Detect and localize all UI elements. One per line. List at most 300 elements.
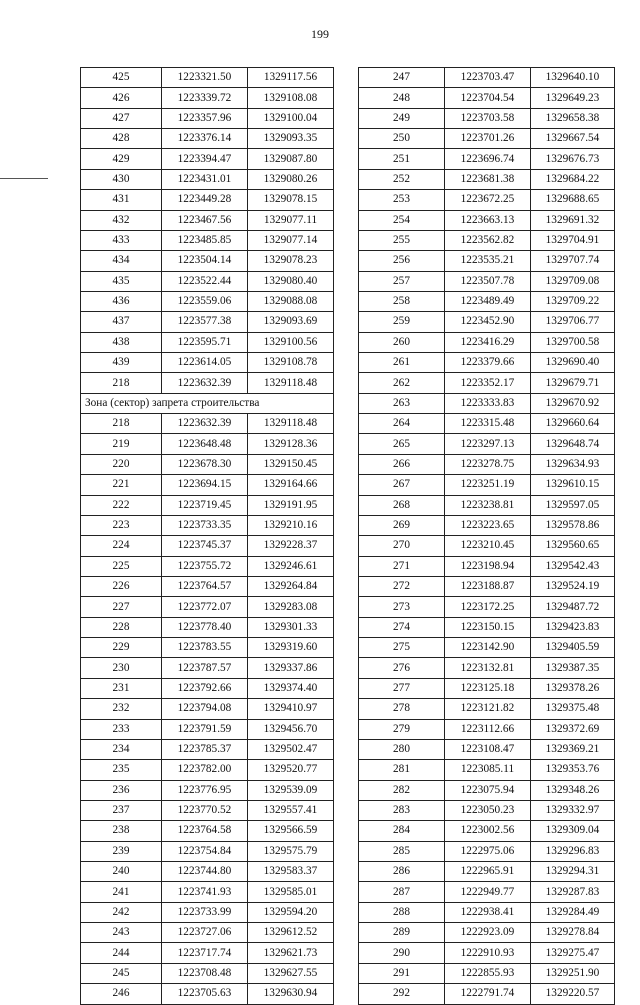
point-number-cell: 230 bbox=[81, 658, 162, 678]
y-coordinate-cell: 1329348.26 bbox=[531, 780, 615, 800]
point-number-cell: 273 bbox=[359, 597, 445, 617]
table-row bbox=[81, 230, 334, 250]
table-row bbox=[359, 434, 615, 454]
table-row bbox=[359, 495, 615, 515]
x-coordinate-cell: 1223251.19 bbox=[445, 475, 531, 495]
x-coordinate-cell: 1223595.71 bbox=[162, 332, 248, 352]
point-number-cell: 226 bbox=[81, 576, 162, 596]
point-number-cell: 259 bbox=[359, 312, 445, 332]
y-coordinate-cell: 1329296.83 bbox=[531, 841, 615, 861]
y-coordinate-cell: 1329575.79 bbox=[248, 841, 334, 861]
table-row bbox=[81, 312, 334, 332]
table-row bbox=[359, 88, 615, 108]
y-coordinate-cell: 1329456.70 bbox=[248, 719, 334, 739]
y-coordinate-cell: 1329374.40 bbox=[248, 678, 334, 698]
x-coordinate-cell: 1223489.49 bbox=[445, 291, 531, 311]
y-coordinate-cell: 1329679.71 bbox=[531, 373, 615, 393]
x-coordinate-cell: 1222855.93 bbox=[445, 963, 531, 983]
point-number-cell: 246 bbox=[81, 984, 162, 1004]
point-number-cell: 280 bbox=[359, 739, 445, 759]
table-row bbox=[81, 68, 334, 88]
table-row bbox=[359, 780, 615, 800]
table-row bbox=[81, 658, 334, 678]
point-number-cell: 263 bbox=[359, 393, 445, 413]
x-coordinate-cell: 1222975.06 bbox=[445, 841, 531, 861]
y-coordinate-cell: 1329640.10 bbox=[531, 68, 615, 88]
y-coordinate-cell: 1329337.86 bbox=[248, 658, 334, 678]
table-row bbox=[81, 373, 334, 393]
table-row bbox=[359, 862, 615, 882]
x-coordinate-cell: 1222910.93 bbox=[445, 943, 531, 963]
table-row bbox=[359, 760, 615, 780]
table-row bbox=[81, 576, 334, 596]
x-coordinate-cell: 1223632.39 bbox=[162, 373, 248, 393]
table-row bbox=[81, 780, 334, 800]
table-row bbox=[81, 923, 334, 943]
table-row bbox=[359, 373, 615, 393]
x-coordinate-cell: 1223125.18 bbox=[445, 678, 531, 698]
point-number-cell: 256 bbox=[359, 251, 445, 271]
x-coordinate-cell: 1222791.74 bbox=[445, 984, 531, 1004]
table-row bbox=[359, 882, 615, 902]
point-number-cell: 224 bbox=[81, 536, 162, 556]
point-number-cell: 260 bbox=[359, 332, 445, 352]
y-coordinate-cell: 1329524.19 bbox=[531, 576, 615, 596]
y-coordinate-cell: 1329275.47 bbox=[531, 943, 615, 963]
point-number-cell: 257 bbox=[359, 271, 445, 291]
y-coordinate-cell: 1329283.08 bbox=[248, 597, 334, 617]
table-row bbox=[81, 902, 334, 922]
table-row bbox=[81, 699, 334, 719]
x-coordinate-cell: 1223333.83 bbox=[445, 393, 531, 413]
x-coordinate-cell: 1223172.25 bbox=[445, 597, 531, 617]
x-coordinate-cell: 1223794.08 bbox=[162, 699, 248, 719]
x-coordinate-cell: 1223075.94 bbox=[445, 780, 531, 800]
point-number-cell: 231 bbox=[81, 678, 162, 698]
table-row bbox=[359, 658, 615, 678]
table-row bbox=[359, 129, 615, 149]
point-number-cell: 229 bbox=[81, 638, 162, 658]
point-number-cell: 264 bbox=[359, 414, 445, 434]
point-number-cell: 223 bbox=[81, 515, 162, 535]
table-row bbox=[81, 251, 334, 271]
table-row bbox=[359, 536, 615, 556]
zone-caption: Зона (сектор) запрета строительства bbox=[81, 393, 334, 413]
x-coordinate-cell: 1223210.45 bbox=[445, 536, 531, 556]
y-coordinate-cell: 1329118.48 bbox=[248, 373, 334, 393]
y-coordinate-cell: 1329566.59 bbox=[248, 821, 334, 841]
point-number-cell: 279 bbox=[359, 719, 445, 739]
point-number-cell: 439 bbox=[81, 353, 162, 373]
x-coordinate-cell: 1223754.84 bbox=[162, 841, 248, 861]
y-coordinate-cell: 1329557.41 bbox=[248, 800, 334, 820]
table-row bbox=[81, 515, 334, 535]
x-coordinate-cell: 1223188.87 bbox=[445, 576, 531, 596]
x-coordinate-cell: 1223632.39 bbox=[162, 414, 248, 434]
x-coordinate-cell: 1223223.65 bbox=[445, 515, 531, 535]
y-coordinate-cell: 1329294.31 bbox=[531, 862, 615, 882]
table-row bbox=[81, 210, 334, 230]
table-row bbox=[81, 495, 334, 515]
y-coordinate-cell: 1329676.73 bbox=[531, 149, 615, 169]
y-coordinate-cell: 1329423.83 bbox=[531, 617, 615, 637]
table-row bbox=[81, 169, 334, 189]
point-number-cell: 243 bbox=[81, 923, 162, 943]
point-number-cell: 434 bbox=[81, 251, 162, 271]
x-coordinate-cell: 1223559.06 bbox=[162, 291, 248, 311]
point-number-cell: 289 bbox=[359, 923, 445, 943]
page-number: 199 bbox=[311, 27, 329, 41]
point-number-cell: 270 bbox=[359, 536, 445, 556]
coordinates-table-right bbox=[358, 67, 615, 1005]
point-number-cell: 433 bbox=[81, 230, 162, 250]
y-coordinate-cell: 1329078.23 bbox=[248, 251, 334, 271]
y-coordinate-cell: 1329301.33 bbox=[248, 617, 334, 637]
table-row bbox=[359, 108, 615, 128]
y-coordinate-cell: 1329088.08 bbox=[248, 291, 334, 311]
y-coordinate-cell: 1329077.14 bbox=[248, 230, 334, 250]
point-number-cell: 275 bbox=[359, 638, 445, 658]
x-coordinate-cell: 1223142.90 bbox=[445, 638, 531, 658]
y-coordinate-cell: 1329118.48 bbox=[248, 414, 334, 434]
x-coordinate-cell: 1223703.47 bbox=[445, 68, 531, 88]
x-coordinate-cell: 1223717.74 bbox=[162, 943, 248, 963]
y-coordinate-cell: 1329353.76 bbox=[531, 760, 615, 780]
y-coordinate-cell: 1329627.55 bbox=[248, 963, 334, 983]
point-number-cell: 265 bbox=[359, 434, 445, 454]
point-number-cell: 228 bbox=[81, 617, 162, 637]
point-number-cell: 425 bbox=[81, 68, 162, 88]
point-number-cell: 218 bbox=[81, 414, 162, 434]
point-number-cell: 255 bbox=[359, 230, 445, 250]
y-coordinate-cell: 1329691.32 bbox=[531, 210, 615, 230]
y-coordinate-cell: 1329660.64 bbox=[531, 414, 615, 434]
y-coordinate-cell: 1329087.80 bbox=[248, 149, 334, 169]
y-coordinate-cell: 1329080.26 bbox=[248, 169, 334, 189]
point-number-cell: 242 bbox=[81, 902, 162, 922]
point-number-cell: 237 bbox=[81, 800, 162, 820]
point-number-cell: 233 bbox=[81, 719, 162, 739]
table-row bbox=[359, 414, 615, 434]
y-coordinate-cell: 1329387.35 bbox=[531, 658, 615, 678]
table-row bbox=[81, 719, 334, 739]
point-number-cell: 258 bbox=[359, 291, 445, 311]
table-row bbox=[81, 862, 334, 882]
table-row bbox=[359, 291, 615, 311]
y-coordinate-cell: 1329704.91 bbox=[531, 230, 615, 250]
point-number-cell: 286 bbox=[359, 862, 445, 882]
y-coordinate-cell: 1329585.01 bbox=[248, 882, 334, 902]
x-coordinate-cell: 1223352.17 bbox=[445, 373, 531, 393]
x-coordinate-cell: 1223112.66 bbox=[445, 719, 531, 739]
x-coordinate-cell: 1223783.55 bbox=[162, 638, 248, 658]
x-coordinate-cell: 1222923.09 bbox=[445, 923, 531, 943]
y-coordinate-cell: 1329332.97 bbox=[531, 800, 615, 820]
y-coordinate-cell: 1329649.23 bbox=[531, 88, 615, 108]
y-coordinate-cell: 1329191.95 bbox=[248, 495, 334, 515]
table-row bbox=[359, 454, 615, 474]
y-coordinate-cell: 1329093.69 bbox=[248, 312, 334, 332]
table-row bbox=[81, 943, 334, 963]
y-coordinate-cell: 1329100.56 bbox=[248, 332, 334, 352]
point-number-cell: 427 bbox=[81, 108, 162, 128]
y-coordinate-cell: 1329487.72 bbox=[531, 597, 615, 617]
y-coordinate-cell: 1329309.04 bbox=[531, 821, 615, 841]
point-number-cell: 227 bbox=[81, 597, 162, 617]
x-coordinate-cell: 1223485.85 bbox=[162, 230, 248, 250]
table-row bbox=[81, 984, 334, 1004]
table-row bbox=[359, 475, 615, 495]
y-coordinate-cell: 1329284.49 bbox=[531, 902, 615, 922]
y-coordinate-cell: 1329410.97 bbox=[248, 699, 334, 719]
table-row bbox=[359, 312, 615, 332]
y-coordinate-cell: 1329578.86 bbox=[531, 515, 615, 535]
table-row bbox=[359, 943, 615, 963]
table-row bbox=[359, 149, 615, 169]
x-coordinate-cell: 1223577.38 bbox=[162, 312, 248, 332]
table-row bbox=[359, 719, 615, 739]
x-coordinate-cell: 1223562.82 bbox=[445, 230, 531, 250]
y-coordinate-cell: 1329372.69 bbox=[531, 719, 615, 739]
y-coordinate-cell: 1329658.38 bbox=[531, 108, 615, 128]
table-row bbox=[359, 576, 615, 596]
point-number-cell: 220 bbox=[81, 454, 162, 474]
x-coordinate-cell: 1223321.50 bbox=[162, 68, 248, 88]
point-number-cell: 235 bbox=[81, 760, 162, 780]
y-coordinate-cell: 1329502.47 bbox=[248, 739, 334, 759]
y-coordinate-cell: 1329077.11 bbox=[248, 210, 334, 230]
y-coordinate-cell: 1329684.22 bbox=[531, 169, 615, 189]
point-number-cell: 238 bbox=[81, 821, 162, 841]
table-row bbox=[81, 841, 334, 861]
y-coordinate-cell: 1329700.58 bbox=[531, 332, 615, 352]
x-coordinate-cell: 1223002.56 bbox=[445, 821, 531, 841]
x-coordinate-cell: 1223198.94 bbox=[445, 556, 531, 576]
point-number-cell: 436 bbox=[81, 291, 162, 311]
point-number-cell: 254 bbox=[359, 210, 445, 230]
x-coordinate-cell: 1223648.48 bbox=[162, 434, 248, 454]
y-coordinate-cell: 1329228.37 bbox=[248, 536, 334, 556]
table-row bbox=[81, 638, 334, 658]
y-coordinate-cell: 1329150.45 bbox=[248, 454, 334, 474]
x-coordinate-cell: 1223416.29 bbox=[445, 332, 531, 352]
table-row bbox=[359, 739, 615, 759]
point-number-cell: 283 bbox=[359, 800, 445, 820]
x-coordinate-cell: 1223772.07 bbox=[162, 597, 248, 617]
table-row bbox=[81, 149, 334, 169]
point-number-cell: 428 bbox=[81, 129, 162, 149]
x-coordinate-cell: 1223238.81 bbox=[445, 495, 531, 515]
table-row bbox=[359, 190, 615, 210]
x-coordinate-cell: 1223339.72 bbox=[162, 88, 248, 108]
y-coordinate-cell: 1329251.90 bbox=[531, 963, 615, 983]
y-coordinate-cell: 1329542.43 bbox=[531, 556, 615, 576]
table-row bbox=[359, 515, 615, 535]
point-number-cell: 292 bbox=[359, 984, 445, 1004]
y-coordinate-cell: 1329539.09 bbox=[248, 780, 334, 800]
table-row bbox=[81, 190, 334, 210]
x-coordinate-cell: 1223778.40 bbox=[162, 617, 248, 637]
point-number-cell: 262 bbox=[359, 373, 445, 393]
table-row bbox=[81, 353, 334, 373]
table-row bbox=[81, 332, 334, 352]
x-coordinate-cell: 1223719.45 bbox=[162, 495, 248, 515]
table-row bbox=[359, 902, 615, 922]
y-coordinate-cell: 1329128.36 bbox=[248, 434, 334, 454]
table-row bbox=[359, 169, 615, 189]
x-coordinate-cell: 1223705.63 bbox=[162, 984, 248, 1004]
point-number-cell: 232 bbox=[81, 699, 162, 719]
y-coordinate-cell: 1329278.84 bbox=[531, 923, 615, 943]
y-coordinate-cell: 1329670.92 bbox=[531, 393, 615, 413]
x-coordinate-cell: 1223776.95 bbox=[162, 780, 248, 800]
point-number-cell: 429 bbox=[81, 149, 162, 169]
y-coordinate-cell: 1329078.15 bbox=[248, 190, 334, 210]
x-coordinate-cell: 1223394.47 bbox=[162, 149, 248, 169]
y-coordinate-cell: 1329100.04 bbox=[248, 108, 334, 128]
point-number-cell: 239 bbox=[81, 841, 162, 861]
table-row bbox=[359, 800, 615, 820]
table-row bbox=[359, 923, 615, 943]
point-number-cell: 221 bbox=[81, 475, 162, 495]
point-number-cell: 218 bbox=[81, 373, 162, 393]
table-row bbox=[81, 556, 334, 576]
x-coordinate-cell: 1223108.47 bbox=[445, 739, 531, 759]
point-number-cell: 284 bbox=[359, 821, 445, 841]
table-row bbox=[359, 699, 615, 719]
point-number-cell: 282 bbox=[359, 780, 445, 800]
x-coordinate-cell: 1223782.00 bbox=[162, 760, 248, 780]
table-row bbox=[81, 678, 334, 698]
x-coordinate-cell: 1223764.58 bbox=[162, 821, 248, 841]
table-row bbox=[359, 332, 615, 352]
table-row bbox=[359, 251, 615, 271]
point-number-cell: 269 bbox=[359, 515, 445, 535]
point-number-cell: 432 bbox=[81, 210, 162, 230]
table-row bbox=[81, 88, 334, 108]
y-coordinate-cell: 1329287.83 bbox=[531, 882, 615, 902]
y-coordinate-cell: 1329560.65 bbox=[531, 536, 615, 556]
x-coordinate-cell: 1223431.01 bbox=[162, 169, 248, 189]
point-number-cell: 248 bbox=[359, 88, 445, 108]
point-number-cell: 438 bbox=[81, 332, 162, 352]
table-row bbox=[81, 882, 334, 902]
x-coordinate-cell: 1223467.56 bbox=[162, 210, 248, 230]
point-number-cell: 435 bbox=[81, 271, 162, 291]
x-coordinate-cell: 1223085.11 bbox=[445, 760, 531, 780]
x-coordinate-cell: 1223787.57 bbox=[162, 658, 248, 678]
table-row bbox=[81, 454, 334, 474]
table-row bbox=[359, 271, 615, 291]
x-coordinate-cell: 1223150.15 bbox=[445, 617, 531, 637]
y-coordinate-cell: 1329164.66 bbox=[248, 475, 334, 495]
y-coordinate-cell: 1329264.84 bbox=[248, 576, 334, 596]
table-row bbox=[81, 800, 334, 820]
y-coordinate-cell: 1329375.48 bbox=[531, 699, 615, 719]
y-coordinate-cell: 1329108.08 bbox=[248, 88, 334, 108]
table-row bbox=[359, 984, 615, 1004]
x-coordinate-cell: 1223744.80 bbox=[162, 862, 248, 882]
table-row bbox=[359, 638, 615, 658]
point-number-cell: 278 bbox=[359, 699, 445, 719]
x-coordinate-cell: 1223733.35 bbox=[162, 515, 248, 535]
y-coordinate-cell: 1329093.35 bbox=[248, 129, 334, 149]
x-coordinate-cell: 1223672.25 bbox=[445, 190, 531, 210]
point-number-cell: 253 bbox=[359, 190, 445, 210]
point-number-cell: 261 bbox=[359, 353, 445, 373]
table-row bbox=[359, 353, 615, 373]
table-row bbox=[81, 475, 334, 495]
point-number-cell: 276 bbox=[359, 658, 445, 678]
x-coordinate-cell: 1223376.14 bbox=[162, 129, 248, 149]
table-row bbox=[359, 393, 615, 413]
point-number-cell: 277 bbox=[359, 678, 445, 698]
y-coordinate-cell: 1329210.16 bbox=[248, 515, 334, 535]
x-coordinate-cell: 1223792.66 bbox=[162, 678, 248, 698]
y-coordinate-cell: 1329709.08 bbox=[531, 271, 615, 291]
x-coordinate-cell: 1223050.23 bbox=[445, 800, 531, 820]
y-coordinate-cell: 1329688.65 bbox=[531, 190, 615, 210]
y-coordinate-cell: 1329597.05 bbox=[531, 495, 615, 515]
point-number-cell: 241 bbox=[81, 882, 162, 902]
y-coordinate-cell: 1329709.22 bbox=[531, 291, 615, 311]
table-row bbox=[359, 230, 615, 250]
x-coordinate-cell: 1223449.28 bbox=[162, 190, 248, 210]
x-coordinate-cell: 1223132.81 bbox=[445, 658, 531, 678]
table-row bbox=[359, 963, 615, 983]
table-row bbox=[359, 597, 615, 617]
table-row bbox=[359, 210, 615, 230]
x-coordinate-cell: 1223741.93 bbox=[162, 882, 248, 902]
x-coordinate-cell: 1223315.48 bbox=[445, 414, 531, 434]
table-row bbox=[359, 678, 615, 698]
table-row bbox=[81, 108, 334, 128]
point-number-cell: 288 bbox=[359, 902, 445, 922]
x-coordinate-cell: 1223733.99 bbox=[162, 902, 248, 922]
x-coordinate-cell: 1223791.59 bbox=[162, 719, 248, 739]
x-coordinate-cell: 1223121.82 bbox=[445, 699, 531, 719]
table-row bbox=[81, 291, 334, 311]
point-number-cell: 252 bbox=[359, 169, 445, 189]
x-coordinate-cell: 1223770.52 bbox=[162, 800, 248, 820]
table-row bbox=[81, 739, 334, 759]
y-coordinate-cell: 1329319.60 bbox=[248, 638, 334, 658]
table-row bbox=[81, 536, 334, 556]
x-coordinate-cell: 1223708.48 bbox=[162, 963, 248, 983]
x-coordinate-cell: 1223755.72 bbox=[162, 556, 248, 576]
y-coordinate-cell: 1329080.40 bbox=[248, 271, 334, 291]
y-coordinate-cell: 1329706.77 bbox=[531, 312, 615, 332]
y-coordinate-cell: 1329630.94 bbox=[248, 984, 334, 1004]
point-number-cell: 272 bbox=[359, 576, 445, 596]
table-row bbox=[359, 68, 615, 88]
table-row bbox=[81, 434, 334, 454]
x-coordinate-cell: 1223764.57 bbox=[162, 576, 248, 596]
x-coordinate-cell: 1223357.96 bbox=[162, 108, 248, 128]
point-number-cell: 274 bbox=[359, 617, 445, 637]
point-number-cell: 247 bbox=[359, 68, 445, 88]
x-coordinate-cell: 1223535.21 bbox=[445, 251, 531, 271]
x-coordinate-cell: 1222938.41 bbox=[445, 902, 531, 922]
point-number-cell: 245 bbox=[81, 963, 162, 983]
y-coordinate-cell: 1329634.93 bbox=[531, 454, 615, 474]
point-number-cell: 266 bbox=[359, 454, 445, 474]
x-coordinate-cell: 1223694.15 bbox=[162, 475, 248, 495]
x-coordinate-cell: 1223663.13 bbox=[445, 210, 531, 230]
table-row bbox=[359, 556, 615, 576]
table-row bbox=[81, 963, 334, 983]
table-row bbox=[81, 617, 334, 637]
